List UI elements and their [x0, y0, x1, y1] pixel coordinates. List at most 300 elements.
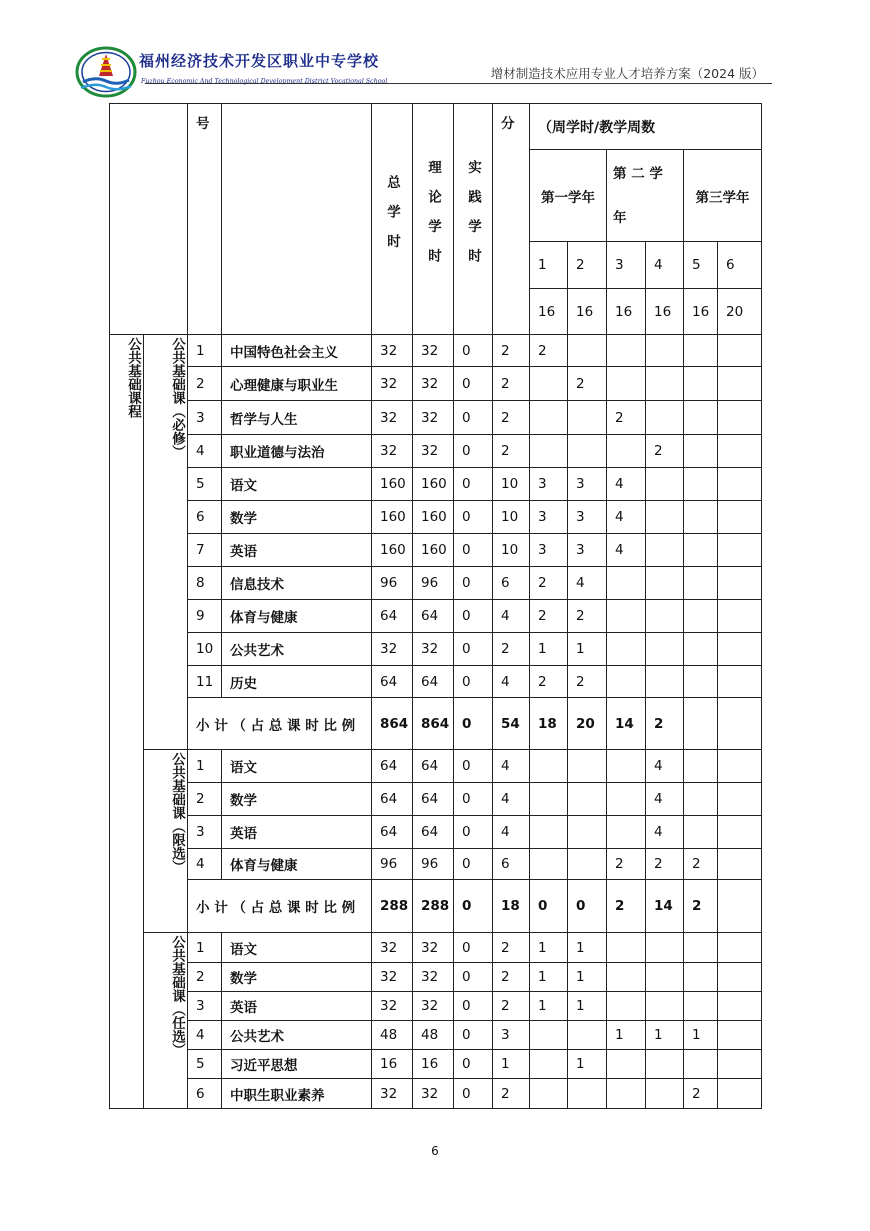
term-hours: 4 — [646, 783, 684, 816]
table-row — [110, 468, 762, 501]
course-name: 公共艺术 — [222, 1021, 372, 1050]
term-hours: 4 — [607, 468, 646, 501]
course-name: 语文 — [222, 468, 372, 501]
table-row — [110, 783, 762, 816]
subtotal-label: 小 计 （ 占 总 课 时 比 例 — [188, 698, 372, 750]
term-hours — [607, 1079, 646, 1109]
term-hours: 1 — [646, 1021, 684, 1050]
course-practice: 0 — [454, 750, 493, 783]
term-hours: 3 — [530, 468, 568, 501]
course-total: 32 — [372, 633, 413, 666]
term-hours — [646, 335, 684, 367]
term-hours — [568, 335, 607, 367]
term-header: 1 — [530, 242, 568, 289]
course-theory: 160 — [413, 468, 454, 501]
term-hours — [684, 367, 718, 401]
course-credits: 4 — [493, 816, 530, 849]
course-no: 2 — [188, 783, 222, 816]
term-hours: 2 — [646, 435, 684, 468]
term-hours — [607, 1050, 646, 1079]
term-hours — [607, 633, 646, 666]
term-hours — [718, 666, 762, 698]
term-hours — [646, 567, 684, 600]
subtotal-credits: 18 — [493, 880, 530, 933]
term-hours: 1 — [568, 992, 607, 1021]
course-credits: 2 — [493, 1079, 530, 1109]
course-credits: 3 — [493, 1021, 530, 1050]
course-no: 3 — [188, 816, 222, 849]
course-total: 32 — [372, 1079, 413, 1109]
course-credits: 6 — [493, 567, 530, 600]
term-hours — [718, 963, 762, 992]
course-total: 48 — [372, 1021, 413, 1050]
course-practice: 0 — [454, 933, 493, 963]
term-hours: 4 — [646, 816, 684, 849]
term-hours — [684, 750, 718, 783]
course-no: 4 — [188, 435, 222, 468]
course-total: 32 — [372, 367, 413, 401]
term-hours — [684, 666, 718, 698]
term-hours — [646, 1050, 684, 1079]
course-practice: 0 — [454, 633, 493, 666]
header-credits: 分 — [493, 104, 530, 335]
term-hours — [607, 750, 646, 783]
term-hours: 1 — [530, 633, 568, 666]
category-label: 公共基础课程 — [110, 335, 144, 1109]
term-hours — [607, 783, 646, 816]
course-total: 32 — [372, 335, 413, 367]
term-hours — [684, 1050, 718, 1079]
course-name: 哲学与人生 — [222, 401, 372, 435]
course-name: 职业道德与法治 — [222, 435, 372, 468]
course-practice: 0 — [454, 468, 493, 501]
course-name: 信息技术 — [222, 567, 372, 600]
term-hours — [718, 600, 762, 633]
term-hours — [718, 335, 762, 367]
table-row — [110, 963, 762, 992]
course-theory: 64 — [413, 600, 454, 633]
table-row — [110, 1079, 762, 1109]
term-hours: 3 — [568, 468, 607, 501]
course-credits: 4 — [493, 783, 530, 816]
subtotal-credits: 54 — [493, 698, 530, 750]
course-theory: 32 — [413, 367, 454, 401]
subtotal-total: 288 — [372, 880, 413, 933]
header-practice-hours: 实践学时 — [454, 104, 493, 335]
term-hours — [607, 992, 646, 1021]
term-hours — [646, 534, 684, 567]
course-practice: 0 — [454, 1021, 493, 1050]
term-hours — [607, 816, 646, 849]
term-hours — [530, 1050, 568, 1079]
course-practice: 0 — [454, 435, 493, 468]
course-no: 3 — [188, 992, 222, 1021]
course-total: 32 — [372, 963, 413, 992]
term-hours: 1 — [607, 1021, 646, 1050]
term-hours — [607, 335, 646, 367]
course-theory: 32 — [413, 963, 454, 992]
course-name: 数学 — [222, 501, 372, 534]
course-theory: 32 — [413, 933, 454, 963]
table-row — [110, 750, 762, 783]
term-hours — [718, 750, 762, 783]
term-header: 4 — [646, 242, 684, 289]
course-name: 数学 — [222, 963, 372, 992]
course-total: 64 — [372, 750, 413, 783]
term-hours — [530, 435, 568, 468]
course-practice: 0 — [454, 783, 493, 816]
term-hours — [530, 816, 568, 849]
course-practice: 0 — [454, 1050, 493, 1079]
term-hours — [684, 335, 718, 367]
course-theory: 32 — [413, 633, 454, 666]
subtotal-theory: 288 — [413, 880, 454, 933]
header-weekly-hours: （周学时/教学周数 — [530, 104, 762, 150]
term-hours — [684, 933, 718, 963]
term-hours: 1 — [568, 1050, 607, 1079]
course-no: 6 — [188, 501, 222, 534]
course-credits: 2 — [493, 633, 530, 666]
document-title: 增材制造技术应用专业人才培养方案（2024 版） — [490, 66, 764, 81]
course-credits: 4 — [493, 666, 530, 698]
group-label: 公共基础课（任选） — [144, 933, 188, 1109]
course-practice: 0 — [454, 1079, 493, 1109]
term-hours: 2 — [530, 666, 568, 698]
course-no: 4 — [188, 1021, 222, 1050]
course-no: 1 — [188, 750, 222, 783]
table-row — [110, 435, 762, 468]
course-total: 64 — [372, 816, 413, 849]
course-no: 7 — [188, 534, 222, 567]
course-name: 英语 — [222, 816, 372, 849]
header-theory-hours: 理论学时 — [413, 104, 454, 335]
term-hours — [646, 992, 684, 1021]
term-hours — [684, 633, 718, 666]
course-practice: 0 — [454, 367, 493, 401]
school-name-en: Fuzhou Economic And Technological Development District Vocational School — [141, 78, 388, 85]
course-no: 3 — [188, 401, 222, 435]
course-no: 1 — [188, 933, 222, 963]
subtotal-term-hours — [718, 698, 762, 750]
course-no: 2 — [188, 367, 222, 401]
term-hours: 4 — [607, 534, 646, 567]
course-credits: 6 — [493, 849, 530, 880]
subtotal-term-hours: 0 — [568, 880, 607, 933]
table-row — [110, 401, 762, 435]
term-hours — [607, 367, 646, 401]
term-hours — [718, 1079, 762, 1109]
course-credits: 10 — [493, 534, 530, 567]
course-name: 中职生职业素养 — [222, 1079, 372, 1109]
term-hours — [530, 750, 568, 783]
header-divider — [145, 83, 772, 84]
course-total: 96 — [372, 567, 413, 600]
subtotal-term-hours: 0 — [530, 880, 568, 933]
course-total: 160 — [372, 534, 413, 567]
course-theory: 32 — [413, 1079, 454, 1109]
course-theory: 64 — [413, 750, 454, 783]
term-hours — [530, 367, 568, 401]
term-hours: 3 — [568, 534, 607, 567]
subtotal-label: 小 计 （ 占 总 课 时 比 例 — [188, 880, 372, 933]
term-hours: 1 — [684, 1021, 718, 1050]
term-hours — [718, 933, 762, 963]
table-row — [110, 992, 762, 1021]
subtotal-term-hours: 14 — [607, 698, 646, 750]
term-hours — [607, 666, 646, 698]
term-hours — [568, 849, 607, 880]
course-name: 心理健康与职业生 — [222, 367, 372, 401]
course-credits: 2 — [493, 335, 530, 367]
term-hours — [646, 401, 684, 435]
term-hours: 2 — [607, 401, 646, 435]
term-hours: 1 — [530, 992, 568, 1021]
term-weeks: 16 — [646, 289, 684, 335]
term-hours — [646, 963, 684, 992]
term-hours — [718, 567, 762, 600]
term-hours — [646, 1079, 684, 1109]
course-total: 160 — [372, 468, 413, 501]
term-hours: 4 — [607, 501, 646, 534]
table-row — [110, 501, 762, 534]
table-row — [110, 534, 762, 567]
course-total: 16 — [372, 1050, 413, 1079]
course-name: 习近平思想 — [222, 1050, 372, 1079]
course-no: 11 — [188, 666, 222, 698]
course-practice: 0 — [454, 501, 493, 534]
term-hours — [718, 1021, 762, 1050]
course-credits: 1 — [493, 1050, 530, 1079]
table-row — [110, 849, 762, 880]
course-practice: 0 — [454, 567, 493, 600]
term-hours — [530, 1079, 568, 1109]
term-hours: 2 — [607, 849, 646, 880]
subtotal-term-hours — [684, 698, 718, 750]
subtotal-term-hours — [718, 880, 762, 933]
course-name: 历史 — [222, 666, 372, 698]
course-practice: 0 — [454, 849, 493, 880]
course-no: 8 — [188, 567, 222, 600]
header-no: 号 — [188, 104, 222, 335]
course-theory: 16 — [413, 1050, 454, 1079]
subtotal-term-hours: 20 — [568, 698, 607, 750]
table-row — [110, 335, 762, 367]
course-theory: 32 — [413, 992, 454, 1021]
term-hours: 2 — [530, 600, 568, 633]
subtotal-practice: 0 — [454, 880, 493, 933]
term-hours — [607, 933, 646, 963]
course-name: 语文 — [222, 750, 372, 783]
subtotal-row — [110, 880, 762, 933]
term-hours — [530, 849, 568, 880]
term-hours: 1 — [568, 633, 607, 666]
term-hours: 2 — [684, 849, 718, 880]
subtotal-row — [110, 698, 762, 750]
term-hours: 1 — [530, 933, 568, 963]
course-theory: 64 — [413, 783, 454, 816]
term-hours — [568, 1021, 607, 1050]
term-hours: 2 — [646, 849, 684, 880]
school-name-cn: 福州经济技术开发区职业中专学校 — [139, 52, 380, 70]
term-hours: 2 — [684, 1079, 718, 1109]
term-hours: 2 — [530, 567, 568, 600]
term-hours — [646, 933, 684, 963]
course-theory: 96 — [413, 849, 454, 880]
term-hours — [646, 468, 684, 501]
course-name: 体育与健康 — [222, 600, 372, 633]
course-practice: 0 — [454, 816, 493, 849]
course-credits: 10 — [493, 501, 530, 534]
course-name: 英语 — [222, 534, 372, 567]
course-credits: 2 — [493, 963, 530, 992]
term-hours — [684, 435, 718, 468]
course-total: 64 — [372, 666, 413, 698]
term-hours — [607, 963, 646, 992]
term-hours: 2 — [568, 600, 607, 633]
term-hours — [718, 849, 762, 880]
term-hours — [568, 435, 607, 468]
term-hours — [684, 501, 718, 534]
header-year-2: 第 二 学 年 — [607, 150, 684, 242]
subtotal-term-hours: 2 — [646, 698, 684, 750]
table-row — [110, 933, 762, 963]
course-no: 4 — [188, 849, 222, 880]
course-name: 公共艺术 — [222, 633, 372, 666]
header-blank-cell — [110, 104, 188, 335]
course-theory: 32 — [413, 401, 454, 435]
term-hours — [718, 783, 762, 816]
term-hours — [646, 666, 684, 698]
term-hours — [646, 633, 684, 666]
term-hours — [684, 992, 718, 1021]
term-hours — [718, 367, 762, 401]
term-hours — [718, 435, 762, 468]
term-hours — [607, 435, 646, 468]
course-no: 6 — [188, 1079, 222, 1109]
course-name: 英语 — [222, 992, 372, 1021]
table-row — [110, 816, 762, 849]
term-hours — [568, 783, 607, 816]
course-no: 2 — [188, 963, 222, 992]
table-row — [110, 1021, 762, 1050]
table-row — [110, 666, 762, 698]
course-credits: 2 — [493, 992, 530, 1021]
course-total: 32 — [372, 992, 413, 1021]
term-hours — [684, 816, 718, 849]
course-no: 10 — [188, 633, 222, 666]
course-practice: 0 — [454, 666, 493, 698]
course-name: 数学 — [222, 783, 372, 816]
course-credits: 2 — [493, 435, 530, 468]
term-hours — [718, 401, 762, 435]
term-hours — [568, 1079, 607, 1109]
course-practice: 0 — [454, 534, 493, 567]
course-total: 96 — [372, 849, 413, 880]
term-hours — [684, 534, 718, 567]
term-hours — [684, 600, 718, 633]
term-hours: 4 — [646, 750, 684, 783]
term-hours — [718, 633, 762, 666]
term-hours: 3 — [530, 501, 568, 534]
term-hours: 3 — [530, 534, 568, 567]
subtotal-term-hours: 2 — [607, 880, 646, 933]
course-credits: 4 — [493, 600, 530, 633]
term-hours — [684, 468, 718, 501]
term-hours: 2 — [568, 666, 607, 698]
subtotal-term-hours: 2 — [684, 880, 718, 933]
table-row — [110, 600, 762, 633]
course-total: 32 — [372, 435, 413, 468]
term-hours — [530, 1021, 568, 1050]
header-total-hours: 总学时 — [372, 104, 413, 335]
term-hours — [568, 750, 607, 783]
term-hours — [718, 501, 762, 534]
course-theory: 64 — [413, 816, 454, 849]
term-hours — [568, 401, 607, 435]
course-no: 1 — [188, 335, 222, 367]
term-hours: 3 — [568, 501, 607, 534]
course-credits: 10 — [493, 468, 530, 501]
subtotal-theory: 864 — [413, 698, 454, 750]
course-theory: 96 — [413, 567, 454, 600]
group-label: 公共基础课（限选） — [144, 750, 188, 933]
course-no: 5 — [188, 1050, 222, 1079]
term-hours: 1 — [530, 963, 568, 992]
subtotal-practice: 0 — [454, 698, 493, 750]
group-label: 公共基础课（必修） — [144, 335, 188, 750]
term-hours — [646, 367, 684, 401]
term-hours: 1 — [568, 963, 607, 992]
course-credits: 2 — [493, 367, 530, 401]
course-total: 160 — [372, 501, 413, 534]
subtotal-term-hours: 18 — [530, 698, 568, 750]
table-row — [110, 633, 762, 666]
header-year-3: 第三学年 — [684, 150, 762, 242]
term-weeks: 20 — [718, 289, 762, 335]
header-name-blank — [222, 104, 372, 335]
course-theory: 64 — [413, 666, 454, 698]
term-hours — [646, 501, 684, 534]
table-row — [110, 1050, 762, 1079]
course-no: 9 — [188, 600, 222, 633]
course-theory: 32 — [413, 435, 454, 468]
term-hours — [718, 1050, 762, 1079]
course-name: 语文 — [222, 933, 372, 963]
term-hours — [607, 600, 646, 633]
course-practice: 0 — [454, 600, 493, 633]
term-hours — [684, 567, 718, 600]
course-theory: 160 — [413, 534, 454, 567]
course-name: 中国特色社会主义 — [222, 335, 372, 367]
term-hours — [684, 963, 718, 992]
subtotal-term-hours: 14 — [646, 880, 684, 933]
term-hours: 2 — [568, 367, 607, 401]
term-hours — [607, 567, 646, 600]
term-hours — [718, 468, 762, 501]
course-credits: 2 — [493, 401, 530, 435]
term-hours — [718, 992, 762, 1021]
header-year-1: 第一学年 — [530, 150, 607, 242]
table-row — [110, 367, 762, 401]
course-credits: 4 — [493, 750, 530, 783]
page-number: 6 — [431, 1144, 439, 1158]
term-hours: 1 — [568, 933, 607, 963]
page-header — [75, 44, 772, 102]
term-header: 6 — [718, 242, 762, 289]
course-credits: 2 — [493, 933, 530, 963]
course-name: 体育与健康 — [222, 849, 372, 880]
term-header: 5 — [684, 242, 718, 289]
